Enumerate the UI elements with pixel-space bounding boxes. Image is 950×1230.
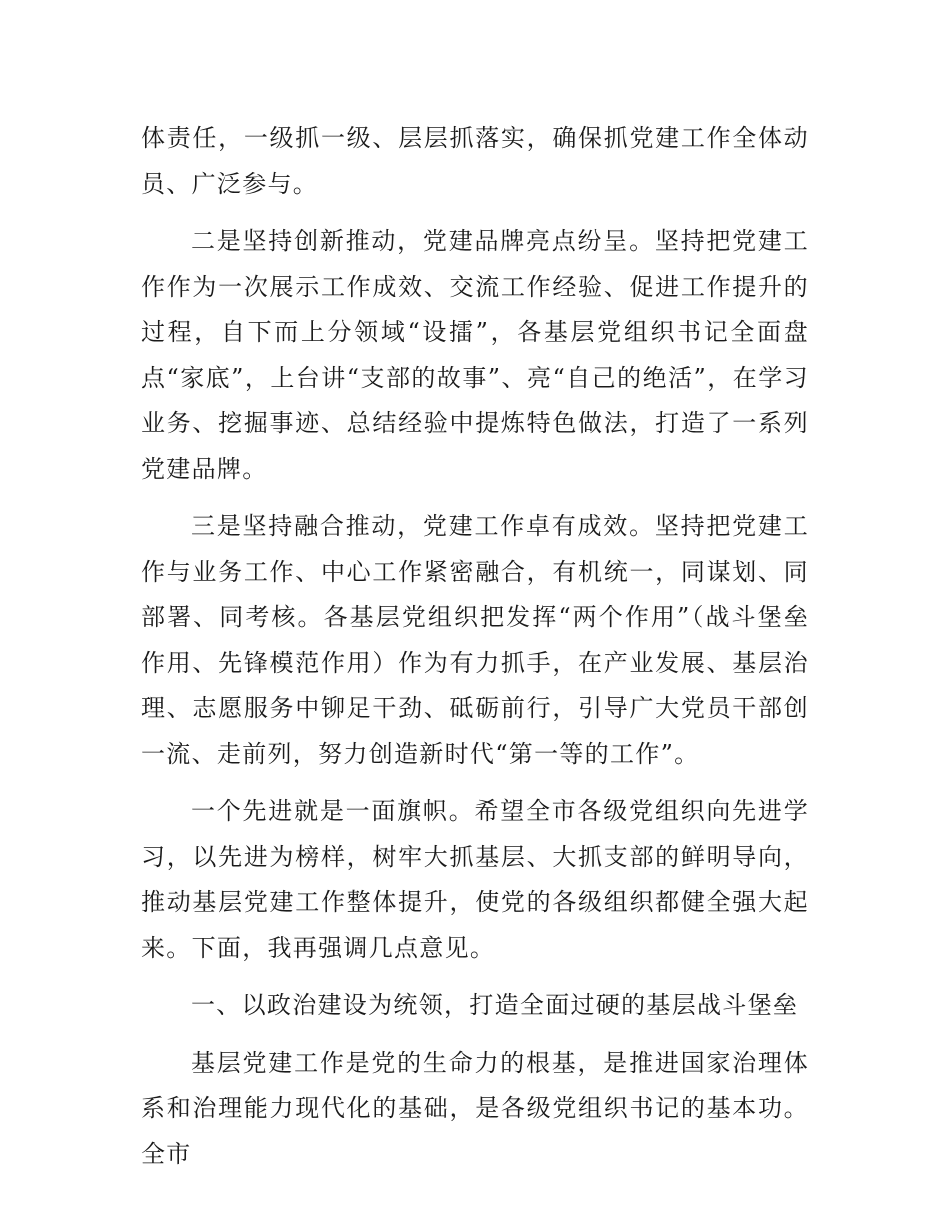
paragraph-advanced-example: 一个先进就是一面旗帜。希望全市各级党组织向先进学习，以先进为榜样，树牢大抓基层、大抓支部的鲜明导向，推动基层党建工作整体提升，使党的各级组织都健全强大起来。下面，我再强调几点意见。: [141, 797, 809, 962]
paragraph-continuation: 体责任，一级抓一级、层层抓落实，确保抓党建工作全体动员、广泛参与。: [141, 124, 809, 198]
paragraph-innovation: 二是坚持创新推动，党建品牌亮点纷呈。坚持把党建工作作为一次展示工作成效、交流工作经验、促进工作提升的过程，自下而上分领域“设擂”，各基层党组织书记全面盘点“家底”，上台讲“支部的故事”、亮“自己的绝活”，在学习业务、挖掘事迹、总结经验中提炼特色做法，打造了一系列党建品牌。: [141, 227, 809, 483]
document-body: [141, 116, 809, 1189]
section-heading: 一、以政治建设为统领，打造全面过硬的基层战斗堡垒: [191, 991, 799, 1019]
paragraph-grassroots: 基层党建工作是党的生命力的根基，是推进国家治理体系和治理能力现代化的基础，是各级党组织书记的基本功。全市: [141, 1048, 809, 1168]
paragraph-integration: 三是坚持融合推动，党建工作卓有成效。坚持把党建工作与业务工作、中心工作紧密融合，有机统一，同谋划、同部署、同考核。各基层党组织把发挥“两个作用”（战斗堡垒作用、先锋模范作用）作为有力抓手，在产业发展、基层治理、志愿服务中铆足干劲、砥砺前行，引导广大党员干部创一流、走前列，努力创造新时代“第一等的工作”。: [141, 512, 809, 768]
